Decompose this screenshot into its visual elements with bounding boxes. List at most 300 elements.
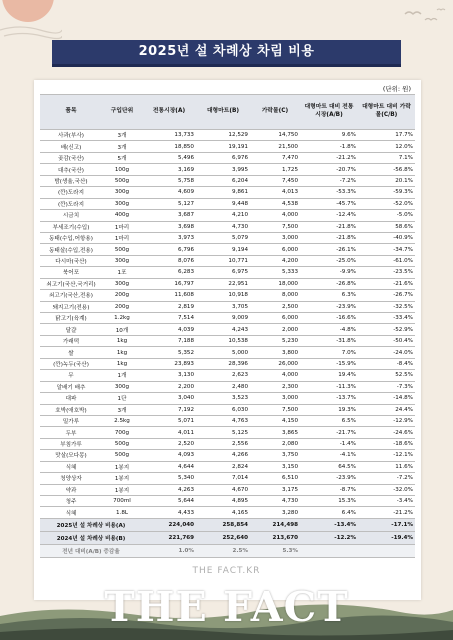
traditional-price: 7,192 — [142, 404, 196, 415]
garak-price: 3,750 — [250, 450, 300, 461]
table-body — [40, 130, 415, 519]
purchase-unit: 500g — [102, 450, 142, 461]
table-row — [40, 324, 415, 335]
mart-price: 9,448 — [196, 198, 250, 209]
mart-price: 10,918 — [196, 290, 250, 301]
table-row — [40, 301, 415, 312]
garak-price: 18,000 — [250, 278, 300, 289]
ratio-ab: -25.0% — [300, 255, 358, 266]
mart-price: 6,030 — [196, 404, 250, 415]
garak-price: 7,470 — [250, 152, 300, 163]
table-row — [40, 404, 415, 415]
traditional-price: 3,687 — [142, 210, 196, 221]
mart-price: 4,895 — [196, 496, 250, 507]
garak-price: 7,500 — [250, 404, 300, 415]
table-row — [40, 335, 415, 346]
ratio-ab: 64.5% — [300, 461, 358, 472]
ratio-ab: -20.7% — [300, 164, 358, 175]
ratio-cb: 20.1% — [358, 175, 415, 186]
purchase-unit: 500g — [102, 244, 142, 255]
header-ratio-cb: 대형마트 대비 가락몰(C/B) — [358, 95, 415, 130]
garak-price: 3,000 — [250, 232, 300, 243]
ratio-ab: 19.3% — [300, 404, 358, 415]
mart-price: 3,523 — [196, 393, 250, 404]
total-ratio-ab: -13.4% — [300, 518, 358, 531]
purchase-unit: 2.5kg — [102, 415, 142, 426]
mart-price: 12,529 — [196, 130, 250, 141]
traditional-price: 4,609 — [142, 187, 196, 198]
traditional-price: 3,698 — [142, 221, 196, 232]
garak-price: 14,750 — [250, 130, 300, 141]
item-name: 사과(부사) — [40, 130, 102, 141]
garak-price: 1,725 — [250, 164, 300, 175]
mart-price: 6,204 — [196, 175, 250, 186]
table-row — [40, 152, 415, 163]
unit-note: (단위: 원) — [382, 85, 411, 93]
header-ratio-ab: 대형마트 대비 전통시장(A/B) — [300, 95, 358, 130]
ratio-ab: -4.8% — [300, 324, 358, 335]
garak-price: 2,000 — [250, 324, 300, 335]
traditional-price: 2,819 — [142, 301, 196, 312]
ratio-cb: -12.9% — [358, 415, 415, 426]
ratio-ab: -1.4% — [300, 438, 358, 449]
traditional-price: 18,850 — [142, 141, 196, 152]
traditional-price: 4,263 — [142, 484, 196, 495]
garak-price: 3,865 — [250, 427, 300, 438]
garak-price: 3,175 — [250, 484, 300, 495]
ratio-cb: 7.1% — [358, 152, 415, 163]
table-totals — [40, 518, 415, 557]
mart-price: 5,000 — [196, 347, 250, 358]
item-name: (깐)도라지 — [40, 198, 102, 209]
ratio-ab: -4.1% — [300, 450, 358, 461]
purchase-unit: 300g — [102, 198, 142, 209]
traditional-price: 8,076 — [142, 255, 196, 266]
total-ratio-ab — [300, 544, 358, 557]
traditional-price: 4,011 — [142, 427, 196, 438]
table-row — [40, 221, 415, 232]
garak-price: 26,000 — [250, 358, 300, 369]
table-row — [40, 278, 415, 289]
item-name: 쇠고기(국산,전용) — [40, 290, 102, 301]
mart-price: 5,125 — [196, 427, 250, 438]
table-row — [40, 210, 415, 221]
ratio-ab: -21.2% — [300, 152, 358, 163]
garak-price: 6,510 — [250, 473, 300, 484]
purchase-unit: 1마리 — [102, 232, 142, 243]
table-row — [40, 393, 415, 404]
purchase-unit: 1단 — [102, 393, 142, 404]
ratio-ab: -15.9% — [300, 358, 358, 369]
table-row — [40, 244, 415, 255]
ratio-ab: -21.7% — [300, 427, 358, 438]
ratio-cb: -61.0% — [358, 255, 415, 266]
traditional-price: 3,973 — [142, 232, 196, 243]
item-name: 대추(국산) — [40, 164, 102, 175]
ratio-ab: 7.0% — [300, 347, 358, 358]
table-row — [40, 313, 415, 324]
ratio-cb: -21.6% — [358, 278, 415, 289]
purchase-unit: 1봉지 — [102, 461, 142, 472]
header-large-mart: 대형마트(B) — [196, 95, 250, 130]
header-garak-mall: 가락몰(C) — [250, 95, 300, 130]
garak-price: 4,150 — [250, 415, 300, 426]
purchase-unit: 300g — [102, 381, 142, 392]
item-name: 달걀 — [40, 324, 102, 335]
mart-price: 9,861 — [196, 187, 250, 198]
mart-price: 10,538 — [196, 335, 250, 346]
garak-price: 4,000 — [250, 370, 300, 381]
traditional-price: 4,093 — [142, 450, 196, 461]
purchase-unit: 1kg — [102, 347, 142, 358]
ratio-ab: -11.3% — [300, 381, 358, 392]
purchase-unit: 1개 — [102, 370, 142, 381]
garak-price: 6,000 — [250, 313, 300, 324]
garak-price: 21,500 — [250, 141, 300, 152]
purchase-unit: 300g — [102, 278, 142, 289]
table-row — [40, 484, 415, 495]
traditional-price: 5,340 — [142, 473, 196, 484]
purchase-unit: 300g — [102, 187, 142, 198]
ratio-ab: -13.7% — [300, 393, 358, 404]
total-mart: 2.5% — [196, 544, 250, 557]
ratio-ab: -7.2% — [300, 175, 358, 186]
mart-price: 2,556 — [196, 438, 250, 449]
ratio-cb: -7.3% — [358, 381, 415, 392]
table-row — [40, 427, 415, 438]
ratio-cb: -14.8% — [358, 393, 415, 404]
totals-row — [40, 531, 415, 544]
ratio-cb: 11.6% — [358, 461, 415, 472]
traditional-price: 3,040 — [142, 393, 196, 404]
garak-price: 3,800 — [250, 347, 300, 358]
mart-price: 3,705 — [196, 301, 250, 312]
purchase-unit: 700ml — [102, 496, 142, 507]
item-name: 알배기 배추 — [40, 381, 102, 392]
purchase-unit: 10개 — [102, 324, 142, 335]
traditional-price: 16,797 — [142, 278, 196, 289]
garak-price: 3,150 — [250, 461, 300, 472]
purchase-unit: 200g — [102, 301, 142, 312]
mart-price: 3,995 — [196, 164, 250, 175]
ratio-ab: -8.7% — [300, 484, 358, 495]
ratio-cb: 52.5% — [358, 370, 415, 381]
table-header-row — [40, 95, 415, 130]
garak-price: 7,450 — [250, 175, 300, 186]
ratio-cb: -5.0% — [358, 210, 415, 221]
garak-price: 4,200 — [250, 255, 300, 266]
traditional-price: 5,352 — [142, 347, 196, 358]
purchase-unit: 1kg — [102, 358, 142, 369]
totals-row — [40, 518, 415, 531]
mart-price: 4,266 — [196, 450, 250, 461]
purchase-unit: 5개 — [102, 152, 142, 163]
ratio-ab: -21.8% — [300, 232, 358, 243]
item-name: 두부 — [40, 427, 102, 438]
table-row — [40, 130, 415, 141]
ratio-ab: 6.5% — [300, 415, 358, 426]
item-name: 동태(수입,어항용) — [40, 232, 102, 243]
total-ratio-ab: -12.2% — [300, 531, 358, 544]
table-row — [40, 438, 415, 449]
item-name: 무 — [40, 370, 102, 381]
total-traditional: 1.0% — [142, 544, 196, 557]
header-item: 품목 — [40, 95, 102, 130]
purchase-unit: 400g — [102, 210, 142, 221]
table-row — [40, 370, 415, 381]
item-name: 부세조기(수입) — [40, 221, 102, 232]
total-mart: 252,640 — [196, 531, 250, 544]
page-title: 2025년 설 차례상 차림 비용 — [52, 40, 401, 67]
total-label: 전년 대비(A/B) 증감율 — [40, 544, 142, 557]
garak-price: 5,333 — [250, 267, 300, 278]
traditional-price: 7,514 — [142, 313, 196, 324]
table-row — [40, 175, 415, 186]
mart-price: 5,079 — [196, 232, 250, 243]
ratio-ab: -23.9% — [300, 473, 358, 484]
garak-price: 6,000 — [250, 244, 300, 255]
item-name: 곶감(국산) — [40, 152, 102, 163]
mart-price: 4,763 — [196, 415, 250, 426]
item-name: 약과 — [40, 484, 102, 495]
ratio-cb: -24.6% — [358, 427, 415, 438]
traditional-price: 13,733 — [142, 130, 196, 141]
traditional-price: 7,188 — [142, 335, 196, 346]
item-name: 밀가루 — [40, 415, 102, 426]
ratio-ab: -31.8% — [300, 335, 358, 346]
table-row — [40, 415, 415, 426]
ratio-ab: -9.9% — [300, 267, 358, 278]
watermark-logo: THE FACT — [104, 583, 349, 631]
mart-price: 2,824 — [196, 461, 250, 472]
ratio-ab: 19.4% — [300, 370, 358, 381]
garak-price: 3,280 — [250, 507, 300, 518]
table-row — [40, 141, 415, 152]
ratio-ab: 6.3% — [300, 290, 358, 301]
traditional-price: 11,608 — [142, 290, 196, 301]
table-row — [40, 267, 415, 278]
item-name: 닭고기(육계) — [40, 313, 102, 324]
traditional-price: 5,758 — [142, 175, 196, 186]
item-name: 호박(애호박) — [40, 404, 102, 415]
ratio-cb: -26.7% — [358, 290, 415, 301]
ratio-cb: -52.0% — [358, 198, 415, 209]
garak-price: 7,500 — [250, 221, 300, 232]
total-ratio-cb: -19.4% — [358, 531, 415, 544]
ratio-ab: -23.9% — [300, 301, 358, 312]
purchase-unit: 700g — [102, 427, 142, 438]
traditional-price: 4,039 — [142, 324, 196, 335]
mart-price: 9,194 — [196, 244, 250, 255]
table-row — [40, 255, 415, 266]
item-name: 부침가루 — [40, 438, 102, 449]
mart-price: 22,951 — [196, 278, 250, 289]
garak-price: 2,300 — [250, 381, 300, 392]
ratio-ab: -26.8% — [300, 278, 358, 289]
watermark-small: THE FACT.KR — [192, 566, 261, 576]
total-ratio-cb: -17.1% — [358, 518, 415, 531]
ratio-cb: -18.6% — [358, 438, 415, 449]
ratio-ab: 6.4% — [300, 507, 358, 518]
mart-price: 9,009 — [196, 313, 250, 324]
table-row — [40, 164, 415, 175]
table-row — [40, 450, 415, 461]
ratio-cb: -32.0% — [358, 484, 415, 495]
item-name: 돼지고기(전용) — [40, 301, 102, 312]
ratio-ab: 15.3% — [300, 496, 358, 507]
table-row — [40, 232, 415, 243]
mart-price: 6,975 — [196, 267, 250, 278]
ratio-cb: -50.4% — [358, 335, 415, 346]
purchase-unit: 3개 — [102, 130, 142, 141]
ratio-ab: -12.4% — [300, 210, 358, 221]
ratio-cb: -34.7% — [358, 244, 415, 255]
item-name: 맛살(모다몽) — [40, 450, 102, 461]
purchase-unit: 1kg — [102, 335, 142, 346]
total-label: 2024년 설 차례상 비용(B) — [40, 531, 142, 544]
garak-price: 2,080 — [250, 438, 300, 449]
traditional-price: 5,071 — [142, 415, 196, 426]
item-name: 다시마(국산) — [40, 255, 102, 266]
traditional-price: 3,169 — [142, 164, 196, 175]
totals-row — [40, 544, 415, 557]
mart-price: 4,165 — [196, 507, 250, 518]
item-name: 식혜 — [40, 507, 102, 518]
ratio-cb: -23.5% — [358, 267, 415, 278]
table-row — [40, 358, 415, 369]
ratio-cb: 58.6% — [358, 221, 415, 232]
purchase-unit: 500g — [102, 438, 142, 449]
purchase-unit: 1봉지 — [102, 473, 142, 484]
item-name: 식혜 — [40, 461, 102, 472]
purchase-unit: 3개 — [102, 141, 142, 152]
table-row — [40, 381, 415, 392]
table-row — [40, 347, 415, 358]
total-garak: 213,670 — [250, 531, 300, 544]
mart-price: 4,243 — [196, 324, 250, 335]
table-row — [40, 507, 415, 518]
item-name: 동태살(수입,전용) — [40, 244, 102, 255]
table-row — [40, 187, 415, 198]
table-row — [40, 496, 415, 507]
cost-table-sheet — [34, 80, 421, 600]
total-garak: 214,498 — [250, 518, 300, 531]
item-name: 청양상자 — [40, 473, 102, 484]
traditional-price: 23,893 — [142, 358, 196, 369]
traditional-price: 4,433 — [142, 507, 196, 518]
total-mart: 258,854 — [196, 518, 250, 531]
header-traditional-market: 전통시장(A) — [142, 95, 196, 130]
sun-decoration — [0, 0, 62, 44]
mart-price: 28,396 — [196, 358, 250, 369]
traditional-price: 5,127 — [142, 198, 196, 209]
ratio-cb: -52.9% — [358, 324, 415, 335]
purchase-unit: 200g — [102, 290, 142, 301]
mart-price: 4,210 — [196, 210, 250, 221]
ratio-cb: -12.1% — [358, 450, 415, 461]
ratio-ab: -53.3% — [300, 187, 358, 198]
ratio-cb: -56.8% — [358, 164, 415, 175]
traditional-price: 6,283 — [142, 267, 196, 278]
mart-price: 4,730 — [196, 221, 250, 232]
mart-price: 2,480 — [196, 381, 250, 392]
table-row — [40, 473, 415, 484]
traditional-price: 5,496 — [142, 152, 196, 163]
traditional-price: 2,520 — [142, 438, 196, 449]
traditional-price: 2,200 — [142, 381, 196, 392]
ratio-cb: 24.4% — [358, 404, 415, 415]
total-traditional: 224,040 — [142, 518, 196, 531]
item-name: 배(신고) — [40, 141, 102, 152]
mart-price: 2,623 — [196, 370, 250, 381]
table-row — [40, 198, 415, 209]
item-name: (깐)도라지 — [40, 187, 102, 198]
total-label: 2025년 설 차례상 비용(A) — [40, 518, 142, 531]
mart-price: 4,670 — [196, 484, 250, 495]
mart-price: 6,976 — [196, 152, 250, 163]
item-name: (깐)녹두(국산) — [40, 358, 102, 369]
item-name: 쇠고기(국산,국거리) — [40, 278, 102, 289]
purchase-unit: 1.8L — [102, 507, 142, 518]
garak-price: 4,013 — [250, 187, 300, 198]
purchase-unit: 1마리 — [102, 221, 142, 232]
total-garak: 5.3% — [250, 544, 300, 557]
traditional-price: 6,796 — [142, 244, 196, 255]
item-name: 쌀 — [40, 347, 102, 358]
garak-price: 4,000 — [250, 210, 300, 221]
ratio-cb: -40.9% — [358, 232, 415, 243]
traditional-price: 4,644 — [142, 461, 196, 472]
purchase-unit: 300g — [102, 255, 142, 266]
traditional-price: 3,130 — [142, 370, 196, 381]
mart-price: 10,771 — [196, 255, 250, 266]
item-name: 청주 — [40, 496, 102, 507]
garak-price: 4,730 — [250, 496, 300, 507]
item-name: 대파 — [40, 393, 102, 404]
item-name: 밤(생율,국산) — [40, 175, 102, 186]
garak-price: 3,000 — [250, 393, 300, 404]
ratio-cb: -24.0% — [358, 347, 415, 358]
purchase-unit: 1포 — [102, 267, 142, 278]
ratio-ab: -16.6% — [300, 313, 358, 324]
table-row — [40, 290, 415, 301]
item-name: 시금치 — [40, 210, 102, 221]
cost-table — [40, 94, 415, 558]
ratio-ab: -1.8% — [300, 141, 358, 152]
birds-decoration — [403, 6, 447, 28]
ratio-ab: -21.8% — [300, 221, 358, 232]
item-name: 북어포 — [40, 267, 102, 278]
garak-price: 2,500 — [250, 301, 300, 312]
ratio-ab: 9.6% — [300, 130, 358, 141]
ratio-ab: -45.7% — [300, 198, 358, 209]
garak-price: 5,230 — [250, 335, 300, 346]
total-traditional: 221,769 — [142, 531, 196, 544]
purchase-unit: 1봉지 — [102, 484, 142, 495]
ratio-cb: -59.3% — [358, 187, 415, 198]
ratio-cb: -33.4% — [358, 313, 415, 324]
garak-price: 8,000 — [250, 290, 300, 301]
purchase-unit: 100g — [102, 164, 142, 175]
ratio-cb: -32.5% — [358, 301, 415, 312]
traditional-price: 5,644 — [142, 496, 196, 507]
mart-price: 7,014 — [196, 473, 250, 484]
item-name: 가래떡 — [40, 335, 102, 346]
purchase-unit: 500g — [102, 175, 142, 186]
ratio-cb: -3.4% — [358, 496, 415, 507]
ratio-cb: 12.0% — [358, 141, 415, 152]
ratio-cb: -8.4% — [358, 358, 415, 369]
